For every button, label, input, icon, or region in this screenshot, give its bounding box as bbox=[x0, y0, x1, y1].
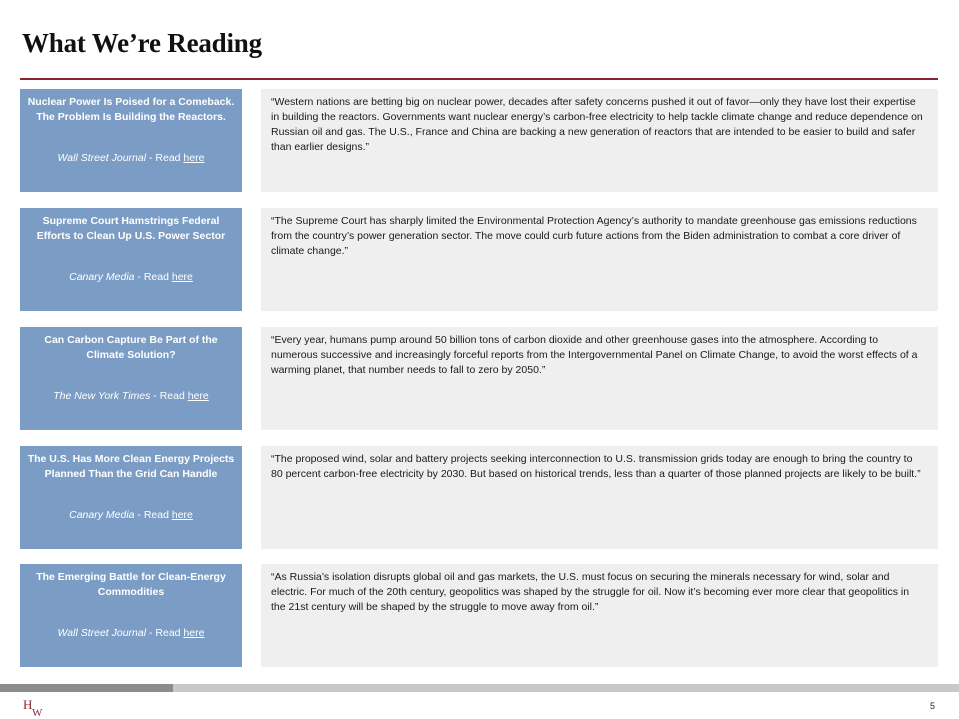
publication-name: Canary Media bbox=[69, 271, 135, 283]
article-title: The Emerging Battle for Clean-Energy Commodities bbox=[36, 571, 226, 598]
title-divider bbox=[20, 78, 938, 80]
page-title: What We’re Reading bbox=[22, 28, 262, 58]
article-title: Nuclear Power Is Poised for a Comeback. The Problem Is Building the Reactors. bbox=[27, 96, 235, 123]
read-here-link[interactable]: here bbox=[183, 152, 205, 164]
article-row bbox=[20, 446, 938, 549]
article-title: Can Carbon Capture Be Part of the Climate Solution? bbox=[44, 334, 218, 361]
publication-name: The New York Times bbox=[53, 390, 151, 402]
article-card bbox=[20, 89, 242, 192]
article-card bbox=[20, 446, 242, 549]
quote-box bbox=[261, 446, 938, 549]
svg-text:H: H bbox=[23, 697, 33, 712]
article-card bbox=[20, 564, 242, 667]
company-logo bbox=[22, 697, 48, 717]
article-title: The U.S. Has More Clean Energy Projects Planned Than the Grid Can Handle bbox=[27, 453, 235, 480]
read-prefix: - Read bbox=[134, 509, 172, 521]
article-quote: “Western nations are betting big on nuclear power, decades after safety concerns pushed it out of favor—only they have lost their expertise in building the reactors. Governments want nuclear energy’s carbon-free electricity to help tackle climate change and reduce dependence on Russian oil and gas. The U.S., France and China are backing a new generation of reactors that are intended to be easier to build and safer than earlier designs.” bbox=[271, 96, 923, 153]
read-here-link[interactable]: here bbox=[171, 271, 193, 283]
article-card bbox=[20, 208, 242, 311]
quote-box bbox=[261, 89, 938, 192]
article-title: Supreme Court Hamstrings Federal Efforts to Clean Up U.S. Power Sector bbox=[36, 215, 226, 242]
article-row bbox=[20, 89, 938, 192]
article-row bbox=[20, 327, 938, 430]
svg-text:W: W bbox=[32, 707, 43, 717]
article-source bbox=[20, 626, 242, 640]
article-quote: “As Russia’s isolation disrupts global oil and gas markets, the U.S. must focus on securing the minerals necessary for wind, solar and electric. For much of the 20th century, geopolitics was shaped by the struggle for oil. Now it’s becoming ever more clear that geopolitics in the 21st century will be shaped by the struggle to move away from oil.” bbox=[271, 571, 910, 613]
article-source bbox=[20, 151, 242, 165]
read-here-link[interactable]: here bbox=[187, 390, 209, 402]
quote-box bbox=[261, 208, 938, 311]
article-quote: “The Supreme Court has sharply limited the Environmental Protection Agency’s authority to mandate greenhouse gas emissions reductions from the country’s power generation sector. The move could curb future actions from the Biden administration to combat a core driver of climate change.” bbox=[271, 215, 917, 257]
article-quote: “The proposed wind, solar and battery projects seeking interconnection to U.S. transmission grids today are enough to bring the country to 80 percent carbon-free electricity by 2030. But based on historical trends, less than a quarter of those planned projects are likely to be built.” bbox=[271, 453, 921, 480]
publication-name: Canary Media bbox=[69, 509, 135, 521]
article-source bbox=[20, 389, 242, 403]
read-prefix: - Read bbox=[134, 271, 172, 283]
footer-bar-dark bbox=[0, 684, 173, 692]
publication-name: Wall Street Journal bbox=[57, 152, 147, 164]
read-here-link[interactable]: here bbox=[171, 509, 193, 521]
quote-box bbox=[261, 327, 938, 430]
quote-box bbox=[261, 564, 938, 667]
article-source bbox=[20, 270, 242, 284]
publication-name: Wall Street Journal bbox=[57, 627, 147, 639]
article-quote: “Every year, humans pump around 50 billion tons of carbon dioxide and other greenhouse gases into the atmosphere. According to numerous successive and increasingly forceful reports from the Intergovernmental Panel on Climate Change, to avoid the worst effects of a warming planet, that number needs to fall to zero by 2050.” bbox=[271, 334, 918, 376]
footer-bar-light bbox=[173, 684, 959, 692]
read-prefix: - Read bbox=[146, 627, 184, 639]
article-row bbox=[20, 208, 938, 311]
read-prefix: - Read bbox=[146, 152, 184, 164]
read-here-link[interactable]: here bbox=[183, 627, 205, 639]
article-card bbox=[20, 327, 242, 430]
read-prefix: - Read bbox=[150, 390, 188, 402]
article-source bbox=[20, 508, 242, 522]
article-row bbox=[20, 564, 938, 667]
page-number: 5 bbox=[929, 701, 935, 711]
